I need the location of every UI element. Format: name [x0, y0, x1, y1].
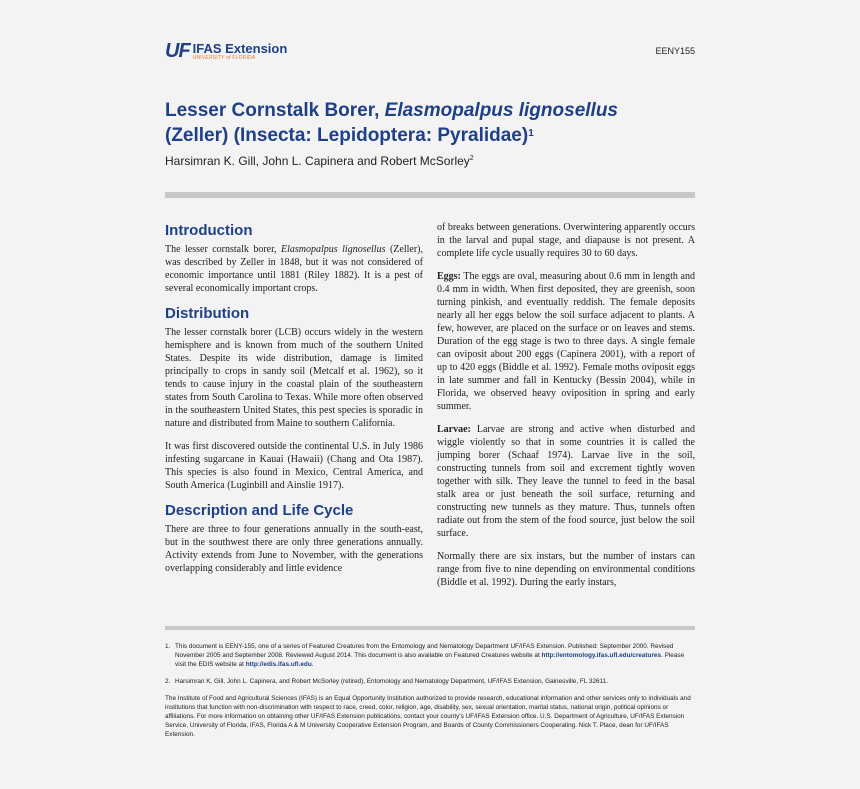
uf-logo-mark: UF [165, 39, 190, 62]
logo-university-text: UNIVERSITY of FLORIDA [192, 54, 256, 61]
title-line-1 [165, 98, 705, 123]
featured-creatures-link[interactable]: http://entomology.ifas.ufl.edu/creatures [541, 652, 662, 659]
footnote-1-text-c: . [311, 661, 314, 668]
footnote-2 [165, 677, 695, 686]
authors-text: Harsimran K. Gill, John L. Capinera and Robert McSorley [165, 154, 470, 168]
instars-paragraph: Normally there are six instars, but the number of instars can range from five to nine depending on environmental conditions (Biddle et al. 1992). During the early instars, [437, 551, 695, 588]
life-cycle-heading: Description and Life Cycle [165, 502, 354, 519]
page-title [165, 98, 705, 148]
larvae-text: Larvae are strong and active when disturbed and wiggle violently so that in some countries it is called the jumping borer (Schaaf 1974). Larvae live in the soil, constructing tunnels from soil and excrement tightly woven together with silk. They leave the tunnel to feed in the basal stalk area or just beneath the soil surface, returning and constructing new tunnels as they mature. Thus, tunnels often radiate out from the stem of the food source, just below the soil surface. [437, 424, 695, 539]
introduction-paragraph [165, 243, 423, 295]
left-column [165, 222, 423, 585]
header-divider [165, 192, 695, 198]
intro-text-a: The lesser cornstalk borer, [165, 244, 282, 255]
intro-text-b: (Zeller), was described by Zeller in 1848, but it was not considered of economic importance until 1881 (Riley 1882). It is a pest of several economically important crops. [165, 244, 423, 294]
life-cycle-paragraph-1: There are three to four generations annually in the south-east, but in the southwest there are only three generations annually. Activity extends from June to November, with the generations overlapping considerably and little evidence [165, 524, 423, 574]
logo-wordmark [193, 42, 288, 61]
life-cycle-paragraph-1-continued: of breaks between generations. Overwintering apparently occurs in the larval and pupal stage, and diapause is not present. A complete life cycle usually requires 30 to 60 days. [437, 222, 695, 259]
title-plain: Lesser Cornstalk Borer, [165, 100, 385, 121]
right-column [437, 221, 695, 599]
footnote-2-number: 2. [165, 678, 171, 685]
title-species: Elasmopalpus lignosellus [384, 100, 618, 121]
footnotes [165, 642, 695, 739]
distribution-heading: Distribution [165, 305, 250, 322]
distribution-paragraph-2: It was first discovered outside the continental U.S. in July 1986 infesting sugarcane in Kauai (Hawaii) (Chang and Ota 1987). This species is also found in Mexico, Central America, and South America (Luginbill and Ainslie 1917). [165, 441, 423, 491]
edis-link[interactable]: http://edis.ifas.ufl.edu [245, 661, 312, 668]
authors-footnote-mark: 2 [469, 155, 474, 162]
footnote-1 [165, 642, 695, 669]
distribution-paragraph-1: The lesser cornstalk borer (LCB) occurs widely in the western hemisphere and is known from much of the southern United States. Despite its wide distribution, damage is limited principally to crops in sandy soil (Metcalf et al. 1962), so it tends to cause injury in the coastal plain of the southeastern states from South Carolina to Texas. While more often observed in the southeastern United States, this pest species is sporadic in nature and distributed from Maine to southern California. [165, 327, 423, 429]
footnote-2-text: Harsimran K. Gill, John L. Capinera, and Robert McSorley (retired), Entomology and Nematology Department, UF/IFAS Extension, Gainesville, FL 32611. [175, 678, 608, 685]
introduction-heading: Introduction [165, 222, 253, 239]
ifas-logo [165, 39, 287, 63]
authors [165, 154, 474, 168]
document-id: EENY155 [655, 46, 695, 56]
eggs-paragraph [437, 270, 695, 413]
footnote-1-text [175, 642, 695, 669]
footnote-divider [165, 626, 695, 630]
title-footnote-mark: 1 [528, 128, 534, 139]
title-line-2 [165, 123, 705, 148]
disclaimer: The Institute of Food and Agricultural Sciences (IFAS) is an Equal Opportunity Institution authorized to provide research, educational information and other services only to individuals and institutions that function with non-discrimination with respect to race, creed, color, religion, age, disability, sex, sexual orientation, marital status, national origin, political opinions or affiliations. For more information on obtaining other UF/IFAS Extension publications, contact your county's UF/IFAS Extension office. U.S. Department of Agriculture, UF/IFAS Extension Service, University of Florida, IFAS, Florida A & M University Cooperative Extension Program, and Boards of County Commissioners Cooperating. Nick T. Place, dean for UF/IFAS Extension. [165, 695, 691, 738]
logo-ifas-text: IFAS Extension [192, 40, 288, 56]
title-classification: (Zeller) (Insecta: Lepidoptera: Pyralidae) [165, 125, 529, 146]
larvae-label: Larvae: [437, 424, 471, 435]
footnote-1-text-a: This document is EENY-155, one of a series of Featured Creatures from the Entomology and Nematology Department UF/IFAS Extension. Published: September 2000. Revised November 2005 and September 2008. Reviewed August 2014. This document is also available on Featured Creatures website at [175, 643, 674, 659]
footnote-1-number: 1. [165, 643, 171, 650]
eggs-text: The eggs are oval, measuring about 0.6 mm in length and 0.4 mm in width. When first deposited, they are greenish, soon turning pinkish, and eventually reddish. The female deposits nearly all her eggs below the soil surface adjacent to plants. A few, however, are placed on the surface or on leaves and stems. Duration of the egg stage is two to three days. A single female can oviposit about 200 eggs (Capinera 2001), with a report of up to 420 eggs (Biddle et al. 1992). Female moths oviposit eggs in late summer and fall in Kentucky (Bessin 2004), while in Florida, we observed heavy oviposition in spring and early summer. [437, 271, 695, 412]
larvae-paragraph [437, 423, 695, 540]
footnote-1-text-b: . Please visit the EDIS website at [175, 652, 685, 668]
eggs-label: Eggs: [437, 271, 461, 282]
intro-species: Elasmopalpus lignosellus [281, 244, 386, 255]
